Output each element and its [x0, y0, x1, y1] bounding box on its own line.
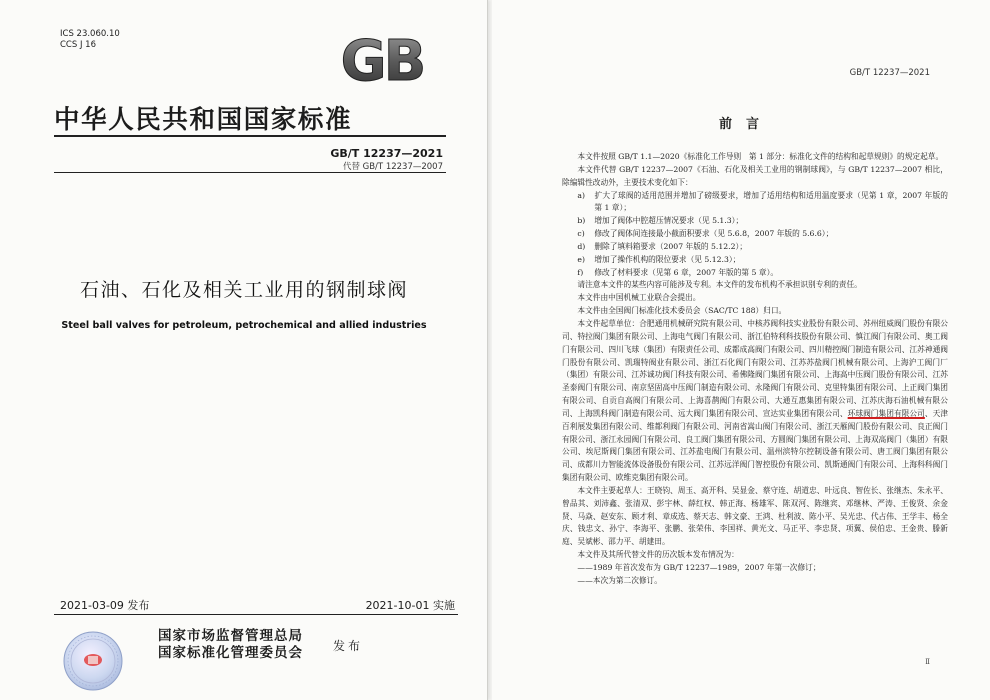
list-item: [562, 190, 948, 216]
paragraph-proposer: 本文件由中国机械工业联合会提出。: [577, 293, 701, 303]
national-standard-title: 中华人民共和国国家标准: [54, 105, 353, 135]
svg-text:GB: GB: [340, 34, 424, 86]
list-item-text: 修改了阀体间连接最小截面积要求（见 5.6.8，2007 年版的 5.6.6）；: [594, 229, 834, 239]
list-item: [562, 241, 948, 254]
list-item: [562, 254, 948, 267]
paragraph-patent-notice: 请注意本文件的某些内容可能涉及专利。本文件的发布机构不承担识别专利的责任。: [577, 280, 862, 290]
gb-logo: [330, 34, 434, 86]
list-item-label: a): [577, 190, 585, 200]
history-item: ——1989 年首次发布为 GB/T 12237—1989，2007 年第一次修订；: [577, 563, 821, 572]
history-item: ——本次为第二次修订。: [577, 575, 662, 585]
classification-codes: [60, 29, 120, 51]
list-item-text: 修改了材料要求（见第 6 章，2007 年版的第 5 章）。: [594, 267, 779, 277]
implement-date: 2021-10-01 实施: [365, 599, 455, 612]
footer-rule: [54, 614, 458, 615]
foreword-page: [492, 0, 990, 700]
paragraph-drafting-units: [562, 318, 948, 485]
running-header-code: GB/T 12237—2021: [849, 68, 930, 78]
paragraph-replacement: 本文件代替 GB/T 12237—2007《石油、石化及相关工业用的钢制球阀》，与 GB/T 12237—2007 相比，除编辑性改动外，主要技术变化如下：: [562, 164, 948, 187]
ics-code: ICS 23.060.10: [60, 29, 120, 39]
issuing-authorities: [158, 628, 303, 662]
issuer-sac: 国家标准化管理委员会: [158, 645, 303, 661]
paragraph-history: 本文件及其所代替文件的历次版本发布情况为：: [577, 550, 739, 560]
standard-code: GB/T 12237—2021: [330, 147, 443, 160]
list-item: [562, 228, 948, 241]
paragraph-drafters: 本文件主要起草人：王晓钧、周玉、高开科、吴显金、蔡守连、胡道忠、叶远良、智佐长、张继杰、朱永平、曾品其、刘沛鑫、张清双、彭宇林、薛红权、韩正海、杨雄军、陈双河、陈继宾、邓继林、严涛、王俊贤、余金贤、马焱、赵安东、顾才利、章成选、蔡天志、韩文豪、王鸿、杜利波、陈小平、吴光忠、代占伟、王学丰、杨全庆、钱忠文、孙宁、李海平、张鹏、张荣伟、李国祥、黄光文、马正平、李忠贤、项翼、侯伯忠、王金贵、滕新庭、吴斌彬、邵力平、胡建田。: [562, 485, 948, 547]
standard-title-en: Steel ball valves for petroleum, petrochemical and allied industries: [61, 320, 427, 331]
standard-title-cn: 石油、石化及相关工业用的钢制球阀: [79, 279, 408, 301]
list-item-label: b): [577, 216, 586, 226]
anti-counterfeit-seal-icon: [62, 630, 124, 692]
drafting-units-text-cont: 、天津百利展发集团有限公司、维都利阀门有限公司、河南省嵩山阀门有限公司、浙江天雁阀门股份有限公司、良正阀门有限公司、浙江永园阀门有限公司、良工阀门集团有限公司、方圆阀门集团有限公司、上海双高阀门（集团）有限公司、埃尼斯阀门集团有限公司、江苏盐电阀门有限公司、温州滨特尔控制设备有限公司、唐工阀门集团有限公司、成都川力智能流体设备股份有限公司、江苏远洋阀门智控股份有限公司、凯斯通阀门有限公司、上海科科阀门集团有限公司、欧维克集团有限公司。: [562, 408, 948, 483]
list-item-text: 扩大了球阀的适用范围并增加了磅级要求，增加了适用结构和适用温度要求（见第 1 章，2007 年版的第 1 章）；: [594, 190, 948, 213]
header-rule: [54, 135, 446, 137]
code-rule: [54, 172, 446, 173]
foreword-body: [562, 151, 948, 588]
ccs-code: CCS J 16: [60, 40, 96, 50]
highlighted-company: 环球阀门集团有限公司: [847, 408, 925, 418]
paragraph-drafting-rules: 本文件按照 GB/T 1.1—2020《标准化工作导则 第 1 部分：标准化文件的结构和起草规则》的规定起草。: [577, 152, 944, 161]
issuer-samr: 国家市场监督管理总局: [158, 628, 303, 644]
replaces-code: 代替 GB/T 12237—2007: [342, 162, 443, 172]
list-item-label: f): [577, 267, 584, 277]
paragraph-committee: 本文件由全国阀门标准化技术委员会（SAC/TC 188）归口。: [577, 306, 787, 316]
list-item-label: e): [577, 254, 585, 264]
cover-page: [0, 0, 488, 700]
page-number: Ⅱ: [925, 658, 930, 666]
list-item-text: 增加了阀体中腔超压情况要求（见 5.1.3）；: [594, 216, 744, 226]
list-item-label: d): [577, 241, 586, 251]
publish-label: 发布: [333, 639, 364, 653]
foreword-title: 前言: [718, 117, 773, 132]
list-item: [562, 215, 948, 228]
list-item: [562, 267, 948, 280]
drafting-units-text: 本文件起草单位：合肥通用机械研究院有限公司、中核苏阀科技实业股份有限公司、苏州纽威阀门股份有限公司、特拉阀门集团有限公司、上海电气阀门有限公司、浙江伯特利科技股份有限公司、慎江阀门有限公司、奥工阀门有限公司、四川飞球（集团）有限责任公司、成都成高阀门有限公司、四川精控阀门制造有限公司、江苏神通阀门股份有限公司、凯瑞特阀业有限公司、浙江石化阀门有限公司、江苏苏盐阀门机械有限公司、上海沪工阀门厂（集团）有限公司、江苏诚功阀门科技有限公司、希佛隆阀门集团有限公司、上海高中压阀门股份有限公司、江苏圣泰阀门有限公司、南京坚固高中压阀门制造有限公司、永隆阀门有限公司、克里特集团有限公司、上正阀门集团有限公司、自贡自高阀门有限公司、上海喜鹊阀门有限公司、大通互惠集团有限公司、江苏庆海石油机械有限公司、上海凯科阀门制造有限公司、远大阀门集团有限公司、宣达实业集团有限公司、: [562, 318, 948, 418]
issue-date: 2021-03-09 发布: [60, 599, 150, 612]
list-item-label: c): [577, 229, 585, 239]
list-item-text: 删除了填料箱要求（2007 年版的 5.12.2）；: [594, 241, 748, 251]
list-item-text: 增加了操作机构的限位要求（见 5.12.3）；: [594, 254, 741, 264]
